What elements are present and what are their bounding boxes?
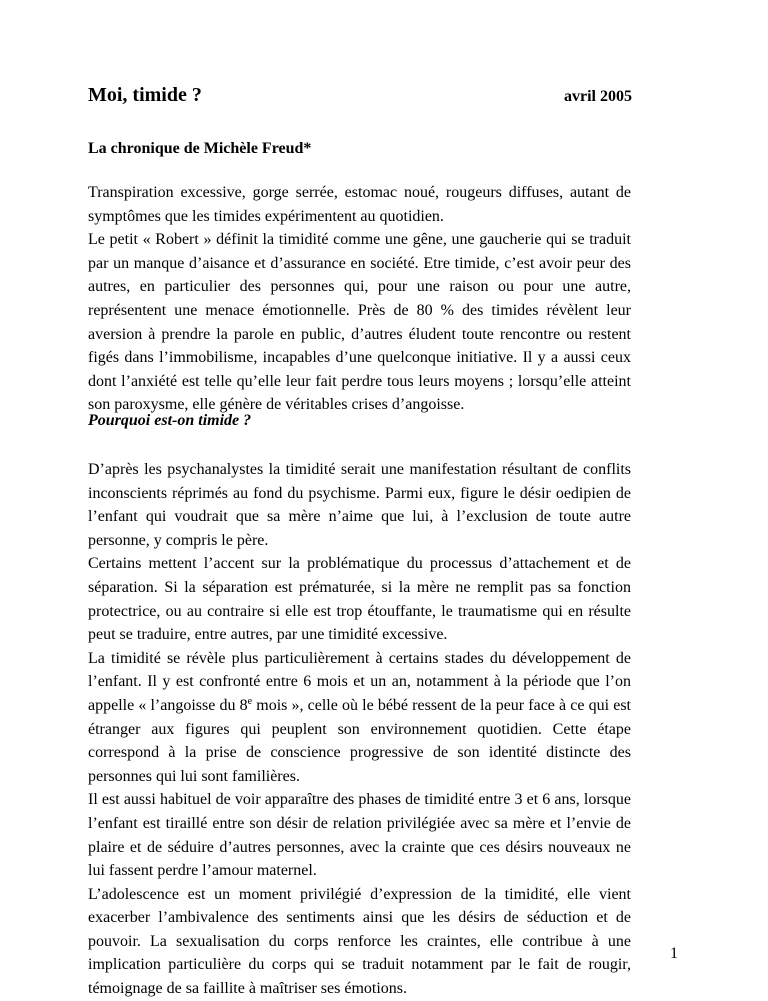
intro-paragraph: Le petit « Robert » définit la timidité comme une gêne, une gaucherie qui se traduit par un manque d’aisance et d’assurance en société. Etre timide, c’est avoir peur des autres, en particulier des personnes qui, pour une raison ou pour une autre, représentent une menace émotionnelle. Près de 80 % des timides révèlent leur aversion à prendre la parole en public, d’autres éludent toute rencontre ou restent figés dans l’immobilisme, incapables d’une quelconque initiative. Il y a aussi ceux dont l’anxiété est telle qu’elle leur fait perdre tous leurs moyens ; lorsqu’elle atteint son paroxysme, elle génère de véritables crises d’angoisse. [88, 231, 631, 414]
body-paragraph: L’adolescence est un moment privilégié d’expression de la timidité, elle vient exacerber l’ambivalence des sentiments ainsi que les désirs de séduction et de pouvoir. La sexualisation du corps renforce les craintes, elle contribue à une implication particulière du corps qui se traduit notamment par le fait de rougir, témoignage de sa faillite à maîtriser ses émotions. [88, 885, 631, 998]
page-title: Moi, timide ? [88, 84, 202, 106]
page-number: 1 [670, 945, 678, 962]
intro-paragraph: Transpiration excessive, gorge serrée, estomac noué, rougeurs diffuses, autant de symptômes que les timides expérimentent au quotidien. [88, 184, 631, 225]
article-date: avril 2005 [564, 88, 632, 105]
body-paragraph: D’après les psychanalystes la timidité serait une manifestation résultant de conflits inconscients réprimés au fond du psychisme. Parmi eux, figure le désir oedipien de l’enfant qui voudrait que sa mère n’aime que lui, à l’exclusion de toute autre personne, y compris le père. [88, 461, 631, 549]
intro-section [88, 181, 631, 417]
title-row [88, 84, 632, 107]
body-paragraph [88, 647, 631, 789]
paragraph-text: La timidité se révèle plus particulièrement à certains stades du développement de l’enfant. Il y est confronté entre 6 mois et un an, notamment à la période que l’on appelle « l’angoisse du 8 [88, 649, 631, 714]
byline: La chronique de Michèle Freud* [88, 140, 312, 157]
body-paragraph: Il est aussi habituel de voir apparaître des phases de timidité entre 3 et 6 ans, lorsque l’enfant est tiraillé entre son désir de relation privilégiée avec sa mère et l’envie de plaire et de séduire d’autres personnes, avec la crainte que ces désirs nouveaux ne lui fassent perdre l’amour maternel. [88, 791, 631, 880]
paragraph-text: mois », celle où le bébé ressent de la peur face à ce qui est étranger aux figures qui peuplent son environnement quotidien. Cette étape correspond à la prise de conscience progressive de son identité distincte des personnes qui lui sont familières. [88, 696, 631, 785]
section-body [88, 458, 631, 1001]
body-paragraph: Certains mettent l’accent sur la problématique du processus d’attachement et de séparation. Si la séparation est prématurée, si la mère ne remplit pas sa fonction protectrice, ou au contraire si elle est trop étouffante, le traumatisme qui en résulte peut se traduire, entre autres, par une timidité excessive. [88, 555, 631, 644]
section-heading: Pourquoi est-on timide ? [88, 412, 252, 429]
superscript: e [247, 695, 253, 707]
